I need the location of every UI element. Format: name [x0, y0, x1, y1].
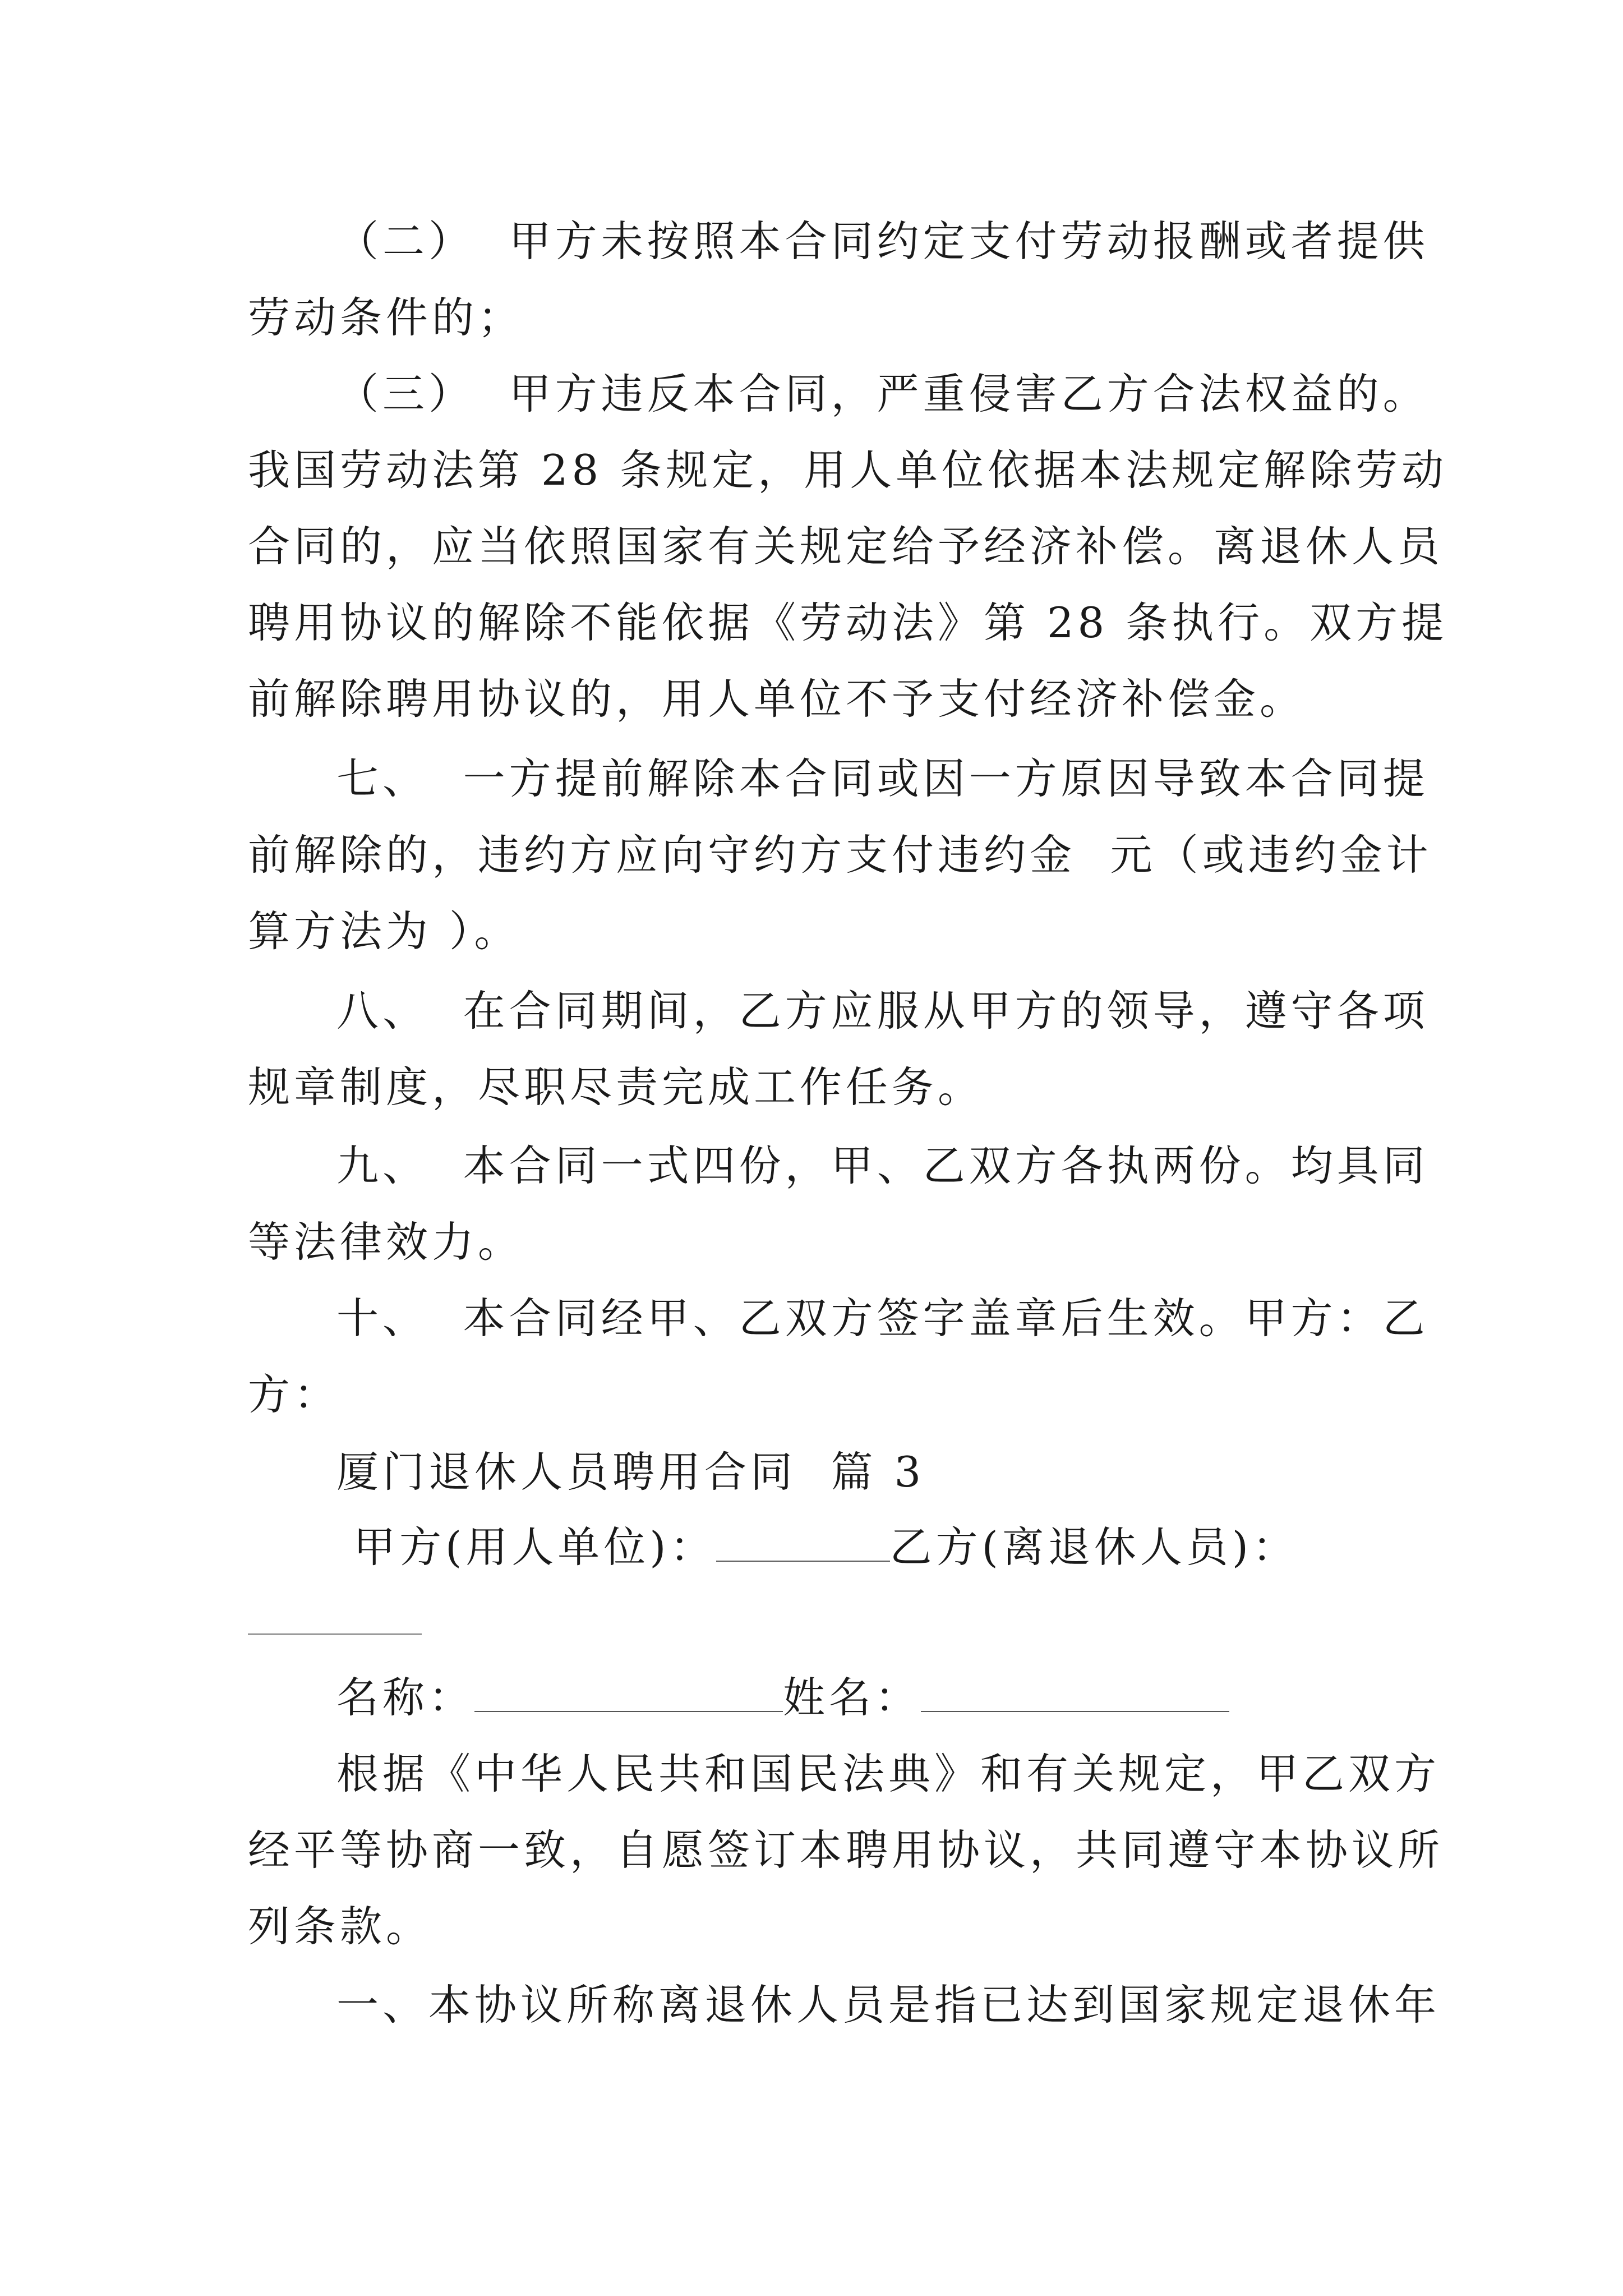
text-line: 聘用协议的解除不能依据《劳动法》第 28 条执行。双方提 [248, 598, 1448, 647]
text-line: 合同的，应当依照国家有关规定给予经济补偿。离退休人员 [248, 522, 1444, 571]
party-a-blank [716, 1526, 890, 1562]
text-line: 十、 本合同经甲、乙双方签字盖章后生效。甲方：乙 [336, 1294, 1429, 1343]
party-b-blank [248, 1634, 422, 1635]
text-line: 一、本协议所称离退休人员是指已达到国家规定退休年 [336, 1980, 1441, 2030]
text-line: 规章制度，尽职尽责完成工作任务。 [248, 1062, 984, 1112]
text-line: 算方法为 ）。 [248, 907, 520, 956]
section-heading: 厦门退休人员聘用合同 篇 3 [336, 1447, 925, 1497]
party-b-label: 乙方(离退休人员)： [889, 1522, 1299, 1572]
party-line [353, 1519, 1298, 1575]
name-label: 名称： [336, 1673, 475, 1722]
text-line: 前解除聘用协议的，用人单位不予支付经济补偿金。 [248, 674, 1306, 724]
text-line: （二） 甲方未按照本合同约定支付劳动报酬或者提供 [336, 217, 1429, 266]
person-blank [921, 1676, 1229, 1712]
text-line: 劳动条件的； [248, 293, 524, 342]
text-line: 列条款。 [248, 1902, 432, 1951]
text-line: 九、 本合同一式四份，甲、乙双方各执两份。均具同 [336, 1141, 1429, 1190]
text-line: 等法律效力。 [248, 1217, 524, 1267]
name-line [336, 1669, 1229, 1726]
text-line: （三） 甲方违反本合同，严重侵害乙方合法权益的。 [336, 369, 1429, 418]
name-blank [474, 1676, 783, 1712]
text-line: 方： [248, 1370, 340, 1419]
text-line: 根据《中华人民共和国民法典》和有关规定，甲乙双方 [336, 1749, 1441, 1798]
text-line: 前解除的，违约方应向守约方支付违约金 元（或违约金计 [248, 830, 1432, 880]
text-line: 八、 在合同期间，乙方应服从甲方的领导，遵守各项 [336, 986, 1429, 1036]
party-a-label: 甲方(用人单位)： [353, 1522, 716, 1572]
text-line: 七、 一方提前解除本合同或因一方原因导致本合同提 [336, 754, 1429, 803]
text-line: 我国劳动法第 28 条规定，用人单位依据本法规定解除劳动 [248, 445, 1448, 495]
text-line: 经平等协商一致，自愿签订本聘用协议，共同遵守本协议所 [248, 1825, 1444, 1875]
person-label: 姓名： [783, 1673, 921, 1722]
